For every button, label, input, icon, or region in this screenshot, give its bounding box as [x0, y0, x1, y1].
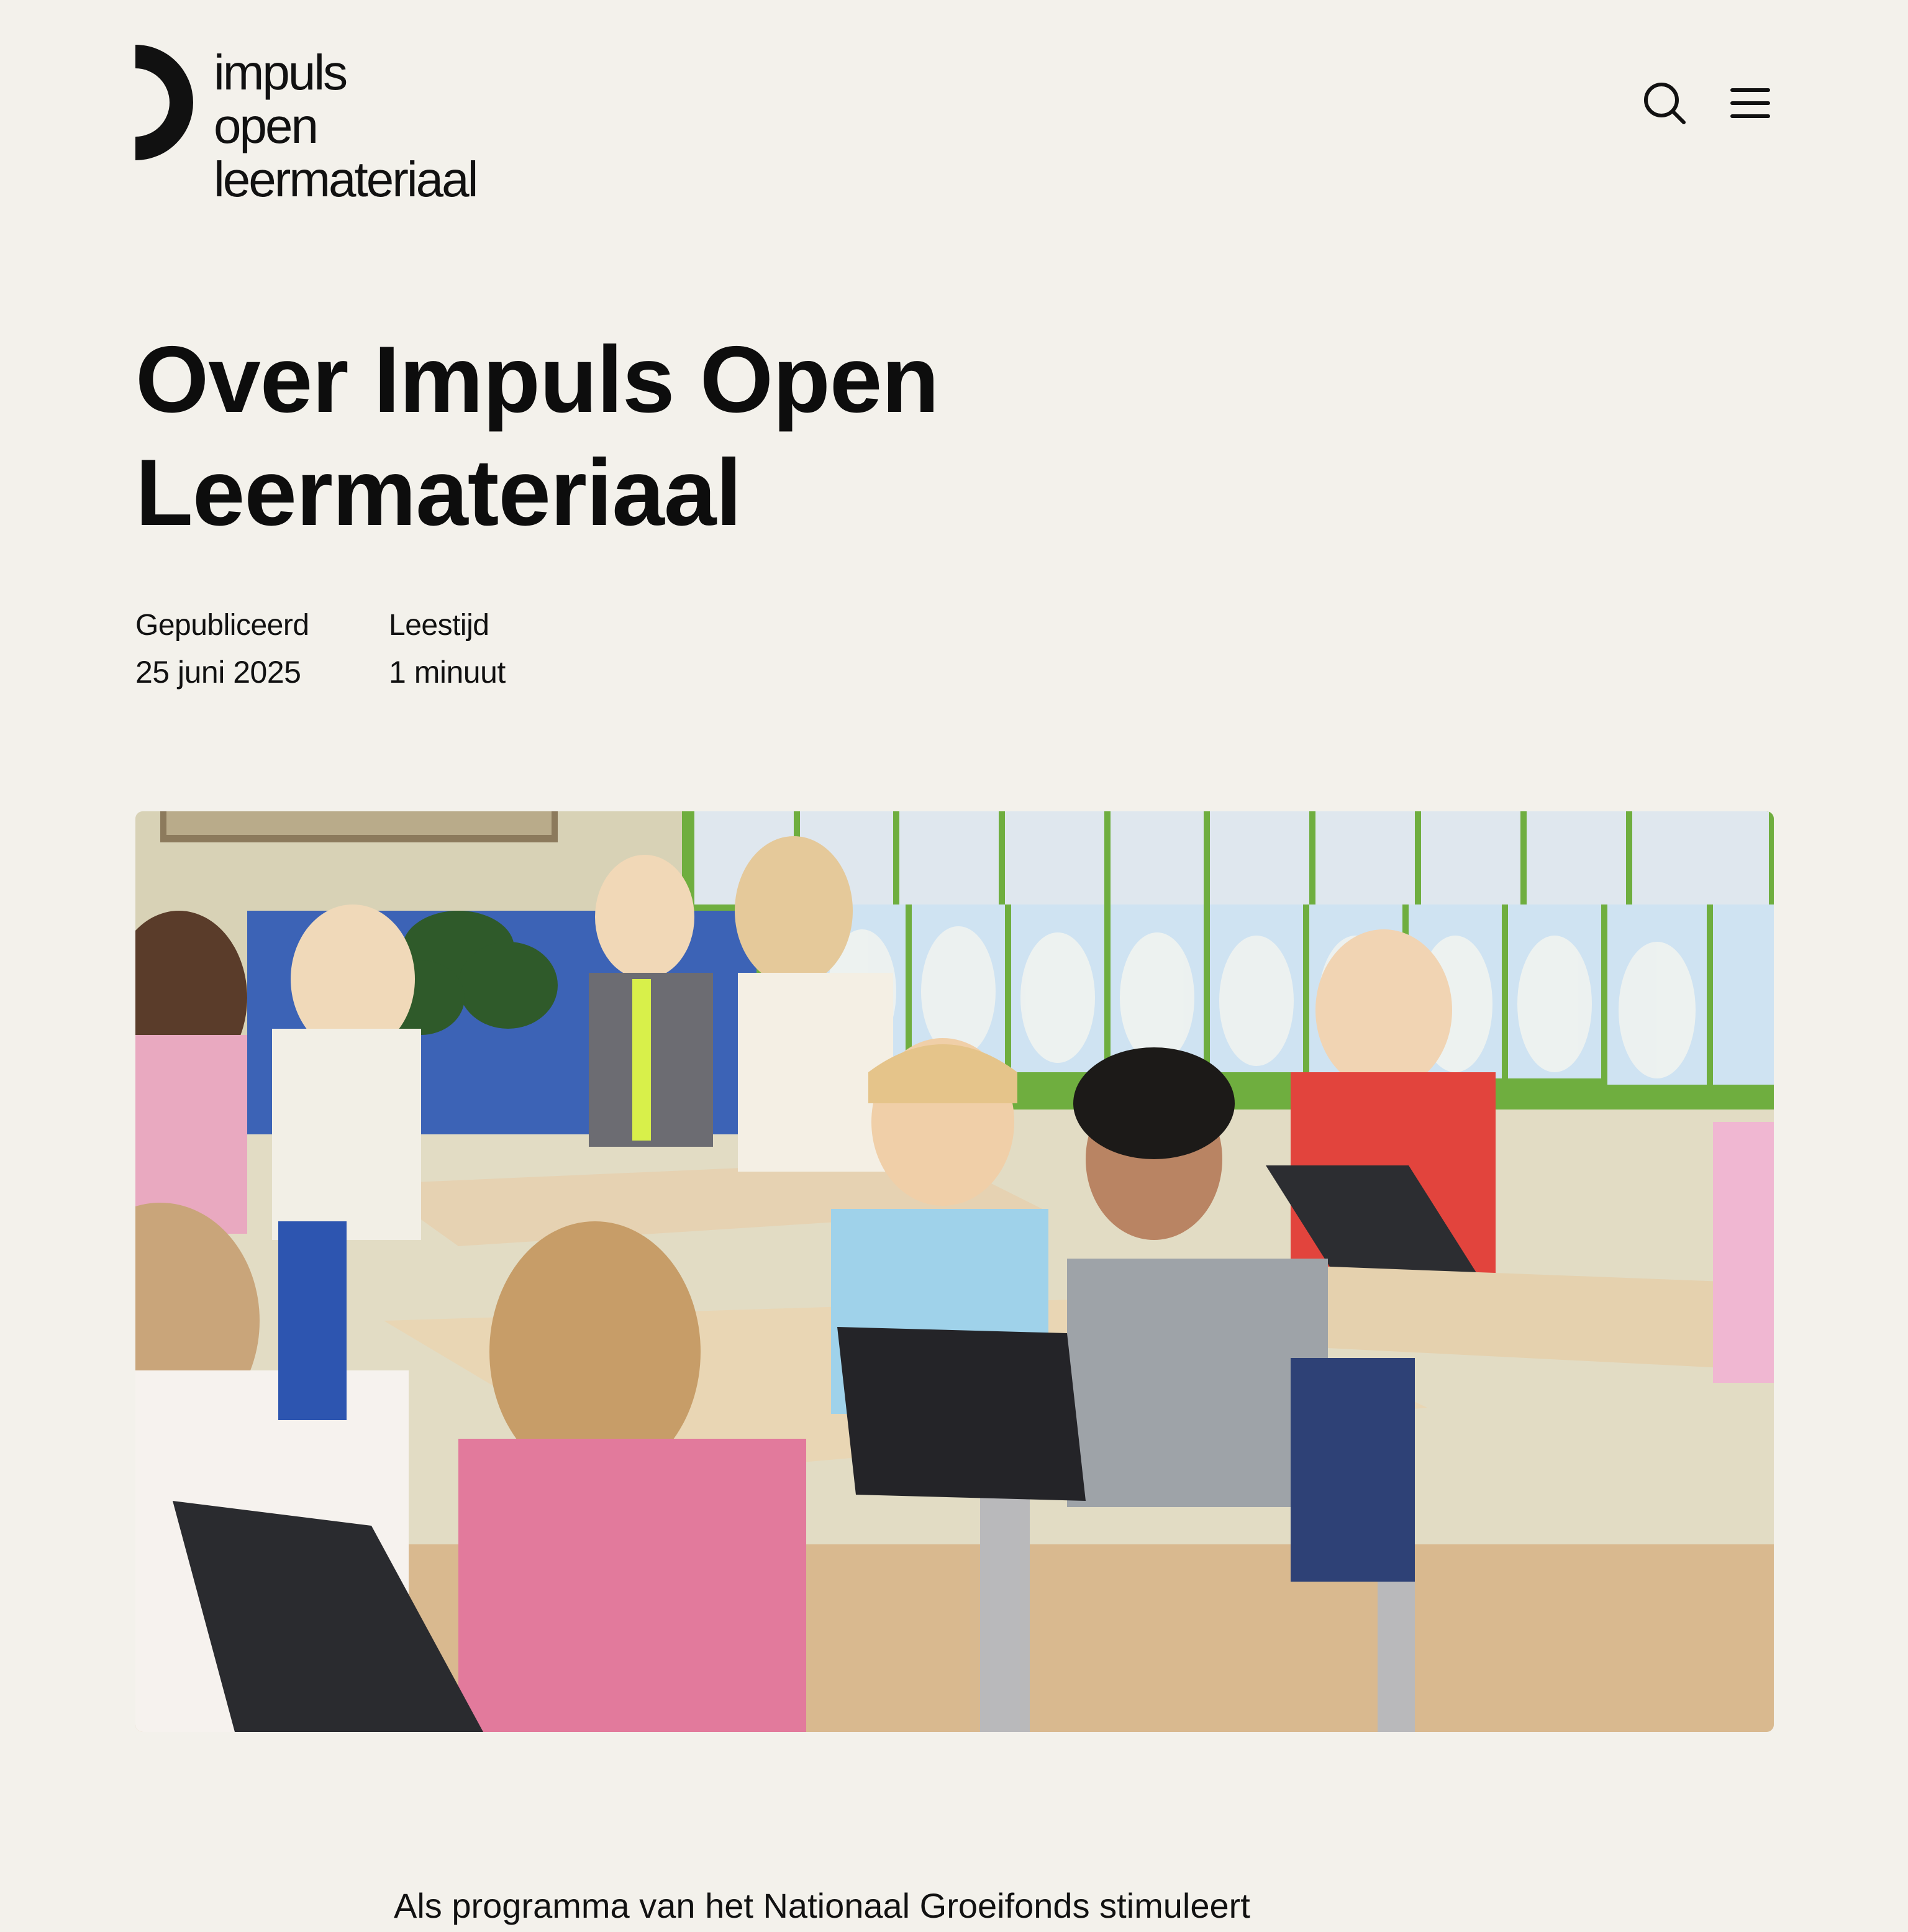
hamburger-menu-icon: [1730, 87, 1770, 119]
logo-mark-icon: [135, 45, 198, 160]
page-title: Over Impuls Open Leermateriaal: [135, 327, 939, 545]
classroom-photo: [135, 811, 1774, 1732]
menu-button[interactable]: [1725, 78, 1775, 128]
logo-word-impuls: impuls: [214, 45, 347, 100]
published-label: Gepubliceerd: [135, 609, 309, 642]
intro-paragraph: Als programma van het Nationaal Groeifonds stimuleert: [394, 1886, 1250, 1925]
published-date: 25 juni 2025: [135, 655, 301, 690]
readtime-label: Leestijd: [389, 609, 489, 642]
logo-word-leermateriaal: leermateriaal: [214, 152, 477, 207]
search-icon: [1642, 81, 1687, 125]
hero-image: [135, 811, 1774, 1732]
logo-word-open: open: [214, 98, 317, 153]
site-header: [0, 0, 1908, 211]
readtime-value: 1 minuut: [389, 655, 506, 690]
meta-readtime: [389, 605, 506, 698]
site-logo[interactable]: [135, 45, 483, 207]
search-button[interactable]: [1640, 78, 1689, 128]
logo-wordmark: [214, 46, 476, 206]
meta-published: [135, 605, 309, 698]
